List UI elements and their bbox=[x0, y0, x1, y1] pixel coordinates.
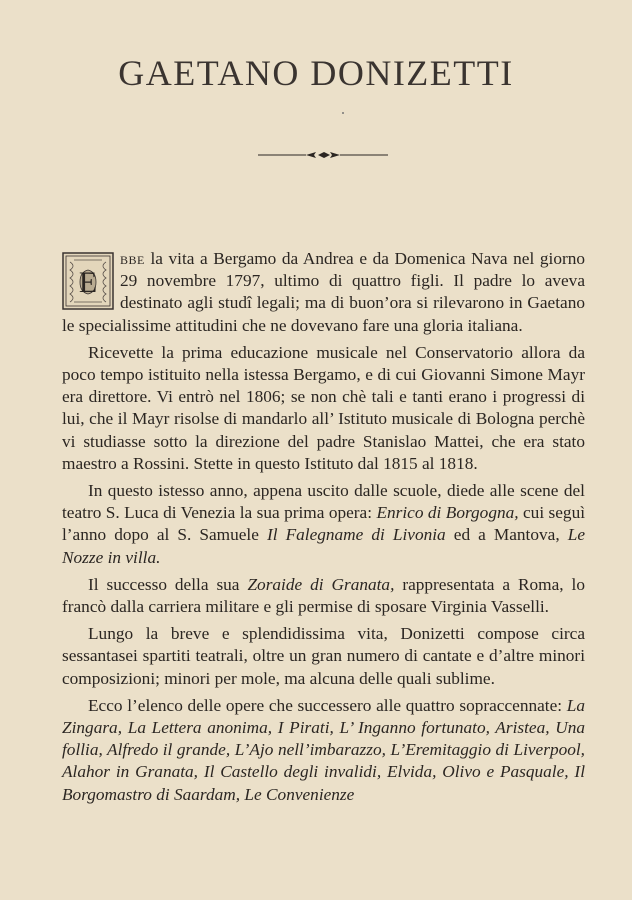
dropcap-letter: E bbox=[78, 266, 98, 299]
p3-part-b: cui seguì l’anno dopo al S. Samuele bbox=[62, 503, 586, 545]
opera-title-enrico: Enrico di Borgogna, bbox=[376, 503, 519, 523]
paragraph-2: Ricevette la prima educazione musicale nel Conservatorio allora da poco tempo istituito nella istessa Bergamo, e di cui Giovanni Simone Mayr era direttore. Vi entrò nel 1806; se non chè tali e tanti erano i progressi di lui, che il Mayr risolse di mandarlo all’ Istituto musicale di Bologna perchè vi studiasse sotto la direzione del padre Stanislao Mattei, che era stato maestro a Rossini. Stette in questo Istituto dal 1815 al 1818. bbox=[62, 342, 585, 473]
opera-title-nozze: Le Nozze in villa. bbox=[62, 525, 585, 567]
paragraph-1-text: la vita a Bergamo da Andrea e da Domenica Nava nel giorno 29 novembre 1797, ultimo di quattro figli. Il padre lo aveva destinato agli studî legali; ma di buon’ora si rilevarono in Gaetano le specialissime attitudini che ne dovevano fare una gloria italiana. bbox=[62, 249, 585, 335]
paragraph-1-lead: bbe bbox=[120, 249, 145, 268]
paragraph-3 bbox=[62, 480, 585, 569]
opera-title-zoraide: Zoraide di Granata, bbox=[247, 574, 395, 594]
body-text bbox=[62, 248, 585, 811]
p3-part-a: In questo istesso anno, appena uscito dalle scuole, diede alle scene del teatro S. Luca di Venezia la sua prima opera: bbox=[62, 481, 585, 523]
p6-intro: Ecco l’elenco delle opere che successero alle quattro sopraccennate: bbox=[88, 695, 567, 715]
page-title: GAETANO DONIZETTI bbox=[118, 53, 514, 93]
p4-part-a: Il successo della sua bbox=[88, 574, 248, 594]
ink-speck bbox=[342, 112, 344, 114]
paragraph-4 bbox=[62, 574, 585, 618]
paragraph-6 bbox=[62, 695, 585, 806]
p4-part-b: rappresentata a Roma, lo francò dalla carriera militare e gli permise di sposare Virginia Vasselli. bbox=[62, 574, 585, 617]
p3-part-c: ed a Mantova, bbox=[445, 525, 568, 545]
opera-title-falegname: Il Falegname di Livonia bbox=[266, 525, 446, 545]
ornament-divider bbox=[258, 150, 388, 160]
opera-list: La Zingara, La Lettera anonima, I Pirati, L’ Inganno fortunato, Aristea, Una follia, Alfredo il grande, L’Ajo nell’imbarazzo, L’Eremitaggio di Liverpool, Alahor in Granata, Il Castello degli invalidi, Elvida, Olivo e Pasquale, Il Borgomastro di Saardam, Le Convenienze bbox=[62, 695, 585, 804]
decorative-initial-icon bbox=[62, 252, 114, 310]
paragraph-5: Lungo la breve e splendidissima vita, Donizetti compose circa sessantasei spartiti teatrali, oltre un gran numero di cantate e d’altre minori composizioni; minori per mole, ma alcuna delle quali sublime. bbox=[62, 624, 585, 688]
paragraph-1 bbox=[62, 248, 585, 337]
